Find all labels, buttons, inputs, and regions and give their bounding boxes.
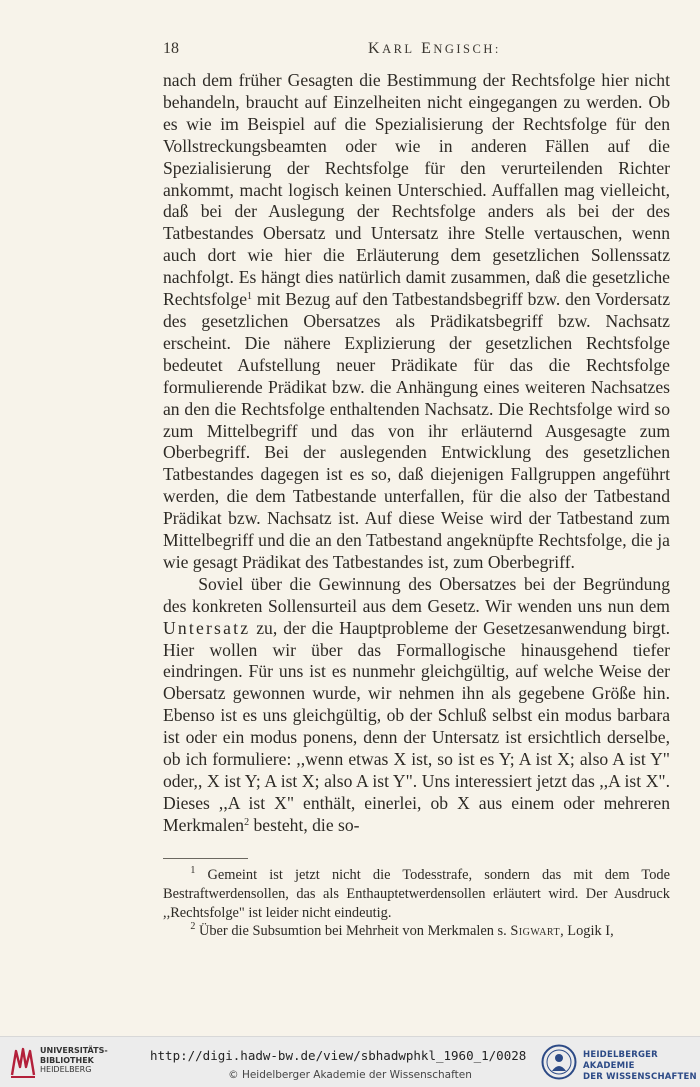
viewer-footer [0, 1036, 700, 1087]
footnote-divider [163, 858, 248, 859]
academy-seal-icon[interactable] [541, 1044, 577, 1080]
paragraph: nach dem früher Gesagten die Bestimmung der Rechtsfolge hier nicht behandeln, braucht auf Einzelheiten nicht eingegangen zu werden. Ob es wie im Beispiel auf die Spezialisierung der Rechtsfolge für den Vollstreckungsbeamten oder wie in anderen Fällen auf die Spezialisierung der Rechtsfolge für den verurteilenden Richter ankommt, macht logisch keinen Unterschied. Auffallen mag vielleicht, daß bei der Auslegung der Rechtsfolge anders als bei der des Tatbestandes Obersatz und Untersatz ihre Stelle vertauschen, wenn auch dort wie hier die Erläuterung dem gesetzlichen Sollenssatz nachfolgt. Es hängt dies natürlich damit zusammen, daß die gesetzliche Rechtsfolge$^1$ mit Bezug auf den Tatbestandsbegriff bzw. den Vordersatz des gesetzlichen Obersatzes als Prädikatsbegriff bzw. Nachsatz erscheint. Die nähere Explizierung der gesetzlichen Rechtsfolge bedeutet Aufstellung neuer Prädikate für das die Rechtsfolge formulierende Prädikat bzw. die Anhängung eines weiteren Nachsatzes an den die Rechtsfolge enthaltenden Nachsatz. Die Rechtsfolge wird so zum Mittelbegriff und das von ihr erläuternd Ausgesagte zum Oberbegriff. Bei der auslegenden Entwicklung des gesetzlichen Tatbestandes dagegen ist es so, daß diejenigen Fallgruppen angeführt werden, die dem Tatbestande unterfallen, für die also der Tatbestand Prädikat bzw. Nachsatz ist. Auf diese Weise wird der Tatbestand zum Mittelbegriff und die an den Tatbestand angeknüpfte Rechtsfolge, die ja wie gesagt Prädikat des Tatbestandes ist, zum Oberbegriff. [163, 70, 670, 572]
footnote-marker: 2 [244, 816, 250, 828]
running-head-author: KARL ENGISCH: [368, 40, 501, 57]
body-text [163, 70, 670, 837]
footnote-2: $^2$ Über die Subsumtion bei Mehrheit von Merkmalen s. Sigwart, Logik I, [190, 921, 614, 940]
running-header [163, 40, 670, 62]
academy-name[interactable]: HEIDELBERGER AKADEMIE DER WISSENSCHAFTEN [583, 1050, 697, 1082]
copyright-notice: © Heidelberger Akademie der Wissenschaften [228, 1069, 472, 1081]
spaced-term: Untersatz [163, 617, 251, 638]
permalink-url[interactable]: http://digi.hadw-bw.de/view/sbhadwphkl_1960_1/0028 [150, 1048, 527, 1063]
footnotes [163, 866, 670, 941]
page-number: 18 [163, 40, 179, 57]
footnote-1: $^1$ Gemeint ist jetzt nicht die Todesstrafe, sondern das mit dem Tode Bestraftwerdensollen, das als Enthauptetwerdensollen erläutert wird. Der Ausdruck ,,Rechtsfolge" ist leider nicht eindeutig. [163, 865, 670, 921]
footnote-marker: 1 [247, 291, 253, 303]
paragraph: Soviel über die Gewinnung des Obersatzes bei der Begründung des konkreten Sollensurteil aus dem Gesetz. Wir wenden uns nun dem Untersatz zu, der die Hauptprobleme der Gesetzesanwendung birgt. Hier wollen wir über das Formallogische hinausgehend tiefer eindringen. Für uns ist es nunmehr gleichgültig, auf welche Weise der Obersatz gewonnen wurde, wir nehmen ihn als gegebene Größe hin. Ebenso ist es uns gleichgültig, ob der Schluß selbst ein modus barbara ist oder ein modus ponens, denn der Untersatz ist ersichtlich derselbe, ob ich formuliere: ,,wenn etwas X ist, so ist es Y; A ist X; also A ist Y" oder,, X ist Y; A ist X; also A ist Y". Uns interessiert jetzt das ,,A ist X". Dieses ,,A ist X" enthält, einerlei, ob X aus einem oder mehreren Merkmalen$^2$ besteht, die so- [163, 573, 670, 835]
university-library-name[interactable]: UNIVERSITÄTS- BIBLIOTHEK HEIDELBERG [40, 1046, 108, 1074]
